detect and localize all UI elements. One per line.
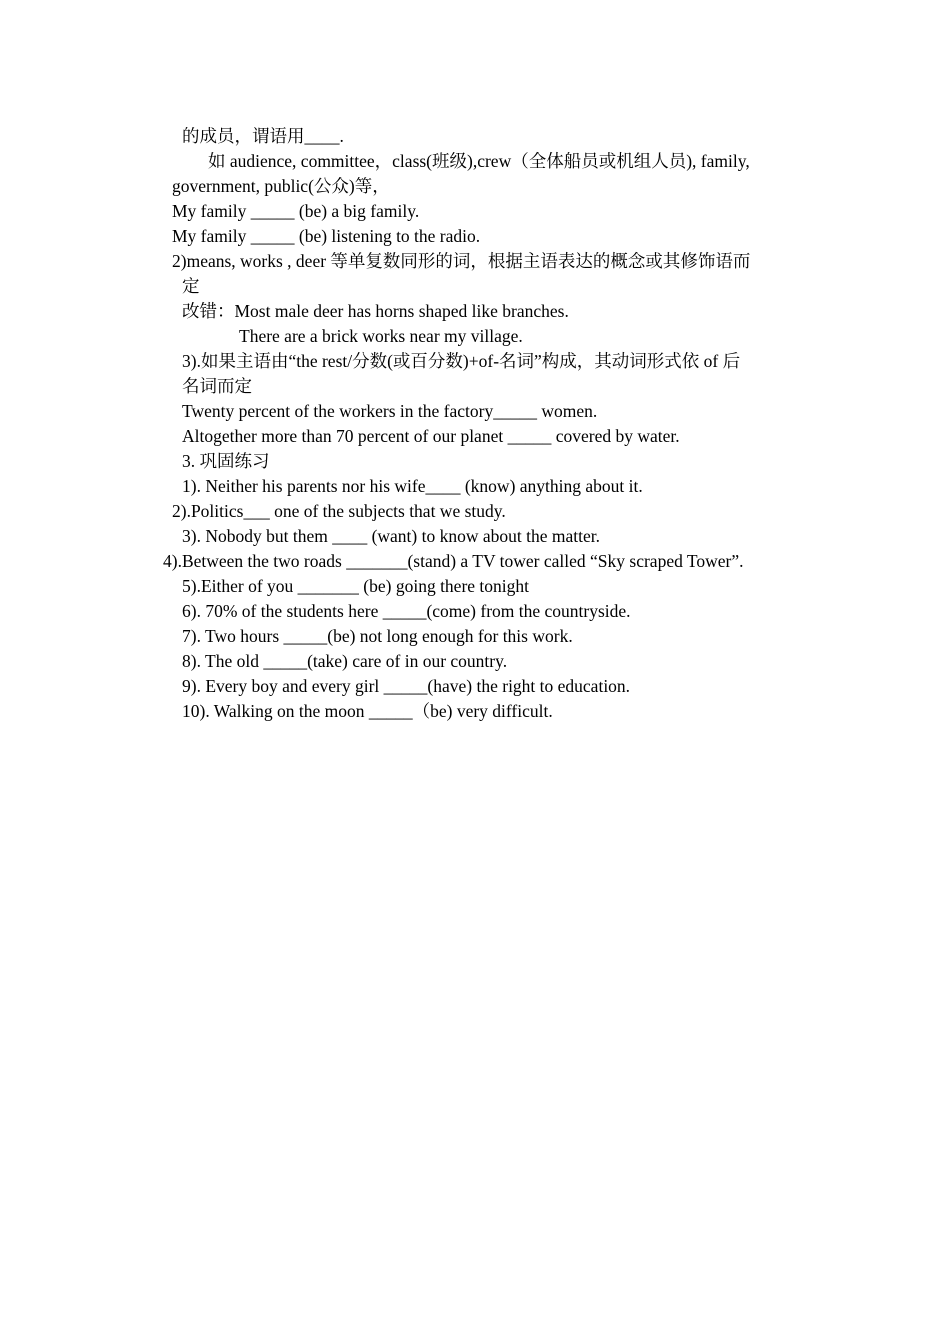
text-line: My family _____ (be) a big family. [172,201,420,221]
text-line: Twenty percent of the workers in the factory_____ women. [182,401,598,421]
text-line: government, public(公众)等， [172,176,390,196]
text-line: 名词而定 [182,376,252,396]
exercise-item: 4).Between the two roads _______(stand) a TV tower called “Sky scraped Tower”. [163,551,744,571]
exercise-item: 6). 70% of the students here _____(come) from the countryside. [182,601,631,621]
exercise-item: 10). Walking on the moon _____（be) very difficult. [182,701,553,721]
text-line: There are a brick works near my village. [239,326,523,346]
section-heading: 3. 巩固练习 [182,451,270,471]
text-line: 2)means, works , deer 等单复数同形的词，根据主语表达的概念或其修饰语而 [172,251,751,271]
text-line: 如 audience, committee，class(班级),crew（全体船员或机组人员), family, [208,151,750,171]
text-line: 的成员，谓语用____. [182,126,344,146]
exercise-item: 1). Neither his parents nor his wife____ (know) anything about it. [182,476,643,496]
text-line: My family _____ (be) listening to the radio. [172,226,481,246]
text-line: 改错：Most male deer has horns shaped like branches. [182,301,569,321]
exercise-item: 2).Politics___ one of the subjects that we study. [172,501,506,521]
exercise-item: 8). The old _____(take) care of in our country. [182,651,508,671]
text-line: 定 [182,276,200,296]
exercise-item: 9). Every boy and every girl _____(have) the right to education. [182,676,631,696]
text-line: Altogether more than 70 percent of our planet _____ covered by water. [182,426,680,446]
text-line: 3).如果主语由“the rest/分数(或百分数)+of-名词”构成，其动词形式依 of 后 [182,351,741,371]
exercise-item: 7). Two hours _____(be) not long enough for this work. [182,626,573,646]
exercise-item: 5).Either of you _______ (be) going there tonight [182,576,530,596]
exercise-item: 3). Nobody but them ____ (want) to know about the matter. [182,526,600,546]
